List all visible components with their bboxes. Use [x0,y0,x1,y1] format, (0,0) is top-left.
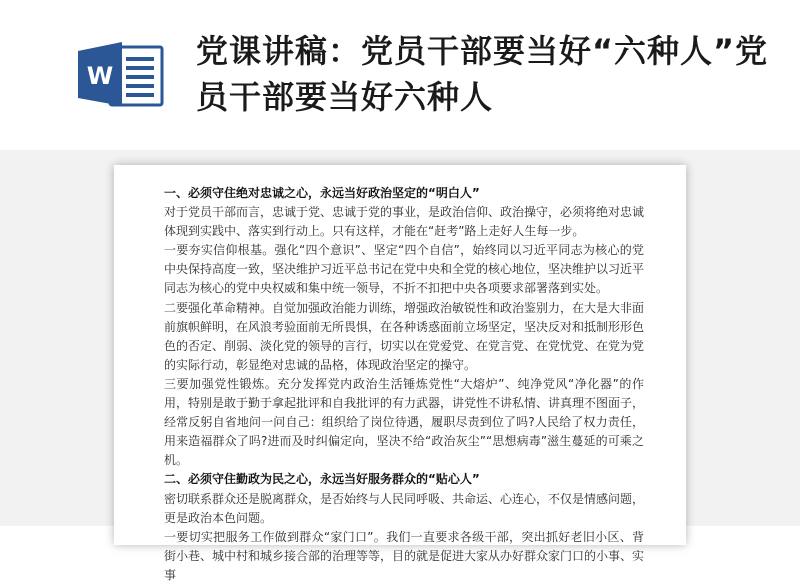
section-heading-2: 二、必须守住勤政为民之心，永远当好服务群众的“贴心人” [164,472,480,487]
document-page [114,165,686,582]
paragraph: 一要夯实信仰根基。强化“四个意识”、坚定“四个自信”，始终同以习近平同志为核心的党中央保持高度一致，坚决维护习近平总书记在党中央和全党的核心地位，坚决维护以习近平同志为核心的党中央权威和集中统一领导，不折不扣把中央各项要求部署落到实处。 [164,243,645,296]
word-icon-letter: W [86,62,114,90]
page-title: 党课讲稿：党员干部要当好“六种人”党员干部要当好六种人 [196,32,769,116]
paragraph: 一要切实把服务工作做到群众“家门口”。我们一直要求各级干部，突出抓好老旧小区、背街小巷、城中村和城乡接合部的治理等等，目的就是促进大家从办好群众家门口的小事、实事 [164,529,645,582]
page-header [0,0,800,150]
paragraph: 对于党员干部而言，忠诚于党、忠诚于党的事业，是政治信仰、政治操守，必须将绝对忠诚体现到实践中、落实到行动上。只有这样，才能在“赶考”路上走好人生每一步。 [164,205,645,239]
paragraph: 三要加强党性锻炼。充分发挥党内政治生活锤炼党性“大熔炉”、纯净党风“净化器”的作用，特别是敢于勤于拿起批评和自我批评的有力武器，讲党性不讲私情、讲真理不图面子，经常反躬自省地问一问自己：组织给了岗位待遇，履职尽责到位了吗?人民给了权力责任，用来造福群众了吗?进而及时纠偏定向，坚决不给“政治灰尘”“思想病毒”滋生蔓延的可乘之机。 [164,376,645,468]
section-heading-1: 一、必须守住绝对忠诚之心，永远当好政治坚定的“明白人” [164,186,480,200]
paragraph: 密切联系群众还是脱离群众，是否始终与人民同呼吸、共命运、心连心，不仅是情感问题，更是政治本色问题。 [164,491,645,525]
word-document-icon [76,42,168,106]
paragraph: 二要强化革命精神。自觉加强政治能力训练，增强政治敏锐性和政治鉴别力，在大是大非面前旗帜鲜明，在风浪考验面前无所畏惧，在各种诱惑面前立场坚定，坚决反对和抵制形形色色的否定、削弱、淡化党的领导的言行，切实以在党爱党、在党言党、在党忧党、在党为党的实际行动，彰显绝对忠诚的品格，体现政治坚定的操守。 [164,300,645,372]
document-body [164,184,644,585]
